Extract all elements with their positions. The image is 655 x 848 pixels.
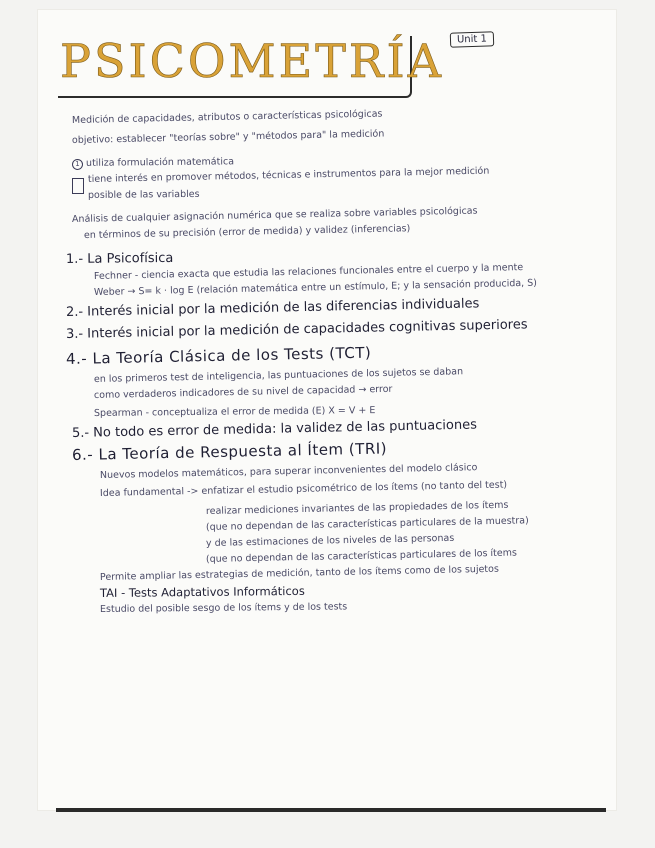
section-1-line-1: Fechner - ciencia exacta que estudia las relaciones funcionales entre el cuerpo y la mente [93, 262, 524, 282]
section-4-line-3: Spearman - conceptualiza el error de medida (E) X = V + E [93, 405, 376, 419]
section-4-line-2: como verdaderos indicadores de su nivel de capacidad → error [93, 383, 393, 401]
number-2-marker [72, 178, 84, 194]
number-1-marker: 1 [72, 159, 83, 170]
section-6-line-4: (que no dependan de las características particulares de la muestra) [205, 515, 529, 533]
section-4-line-1: en los primeros test de inteligencia, las puntuaciones de los sujetos se daban [93, 366, 464, 385]
intro-line-2: objetivo: establecer "teorías sobre" y "métodos para" la medición [71, 128, 385, 146]
section-3-heading: 3.- Interés inicial por la medición de capacidades cognitivas superiores [65, 317, 528, 342]
analysis-line-2: en términos de su precisión (error de medida) y validez (inferencias) [83, 223, 411, 241]
section-5-heading: 5.- No todo es error de medida: la validez de las puntuaciones [71, 417, 478, 441]
page-title: PSICOMETRÍA [60, 34, 444, 88]
section-6-line-3: realizar mediciones invariantes de las propiedades de los ítems [205, 499, 509, 517]
intro-line-1: Medición de capacidades, atributos o características psicológicas [71, 108, 383, 126]
section-6-line-7: Permite ampliar las estrategias de medición, tanto de los ítems como de los sujetos [99, 563, 499, 583]
section-6-line-9: Estudio del posible sesgo de los ítems y de los tests [99, 601, 348, 615]
section-6-line-5: y de las estimaciones de los niveles de las personas [205, 532, 455, 549]
analysis-line-1: Análisis de cualquier asignación numérica que se realiza sobre variables psicológicas [71, 205, 478, 225]
section-4-heading: 4.- La Teoría Clásica de los Tests (TCT) [65, 343, 372, 368]
intro-point-2-line-2: posible de las variables [87, 188, 200, 201]
section-1-heading: 1.- La Psicofísica [65, 250, 174, 267]
intro-point-1 [72, 156, 234, 170]
intro-point-1-text: utiliza formulación matemática [85, 156, 235, 169]
section-6-line-6: (que no dependan de las características particulares de los ítems [205, 547, 518, 565]
section-6-heading: 6.- La Teoría de Respuesta al Ítem (TRI) [71, 439, 388, 464]
unit-label: Unit 1 [450, 31, 494, 48]
page-bottom-edge [56, 808, 606, 812]
section-6-line-8: TAI - Tests Adaptativos Informáticos [99, 583, 305, 600]
intro-point-2-line-1: tiene interés en promover métodos, técnicas e instrumentos para la mejor medición [87, 165, 490, 185]
section-2-heading: 2.- Interés inicial por la medición de las diferencias individuales [65, 296, 480, 320]
section-6-line-1: Nuevos modelos matemáticos, para superar inconvenientes del modelo clásico [99, 462, 478, 481]
section-1-line-2: Weber → S= k · log E (relación matemática entre un estímulo, E; y la sensación producida, S) [93, 277, 538, 298]
section-6-line-2: Idea fundamental -> enfatizar el estudio psicométrico de los ítems (no tanto del test) [99, 479, 508, 499]
